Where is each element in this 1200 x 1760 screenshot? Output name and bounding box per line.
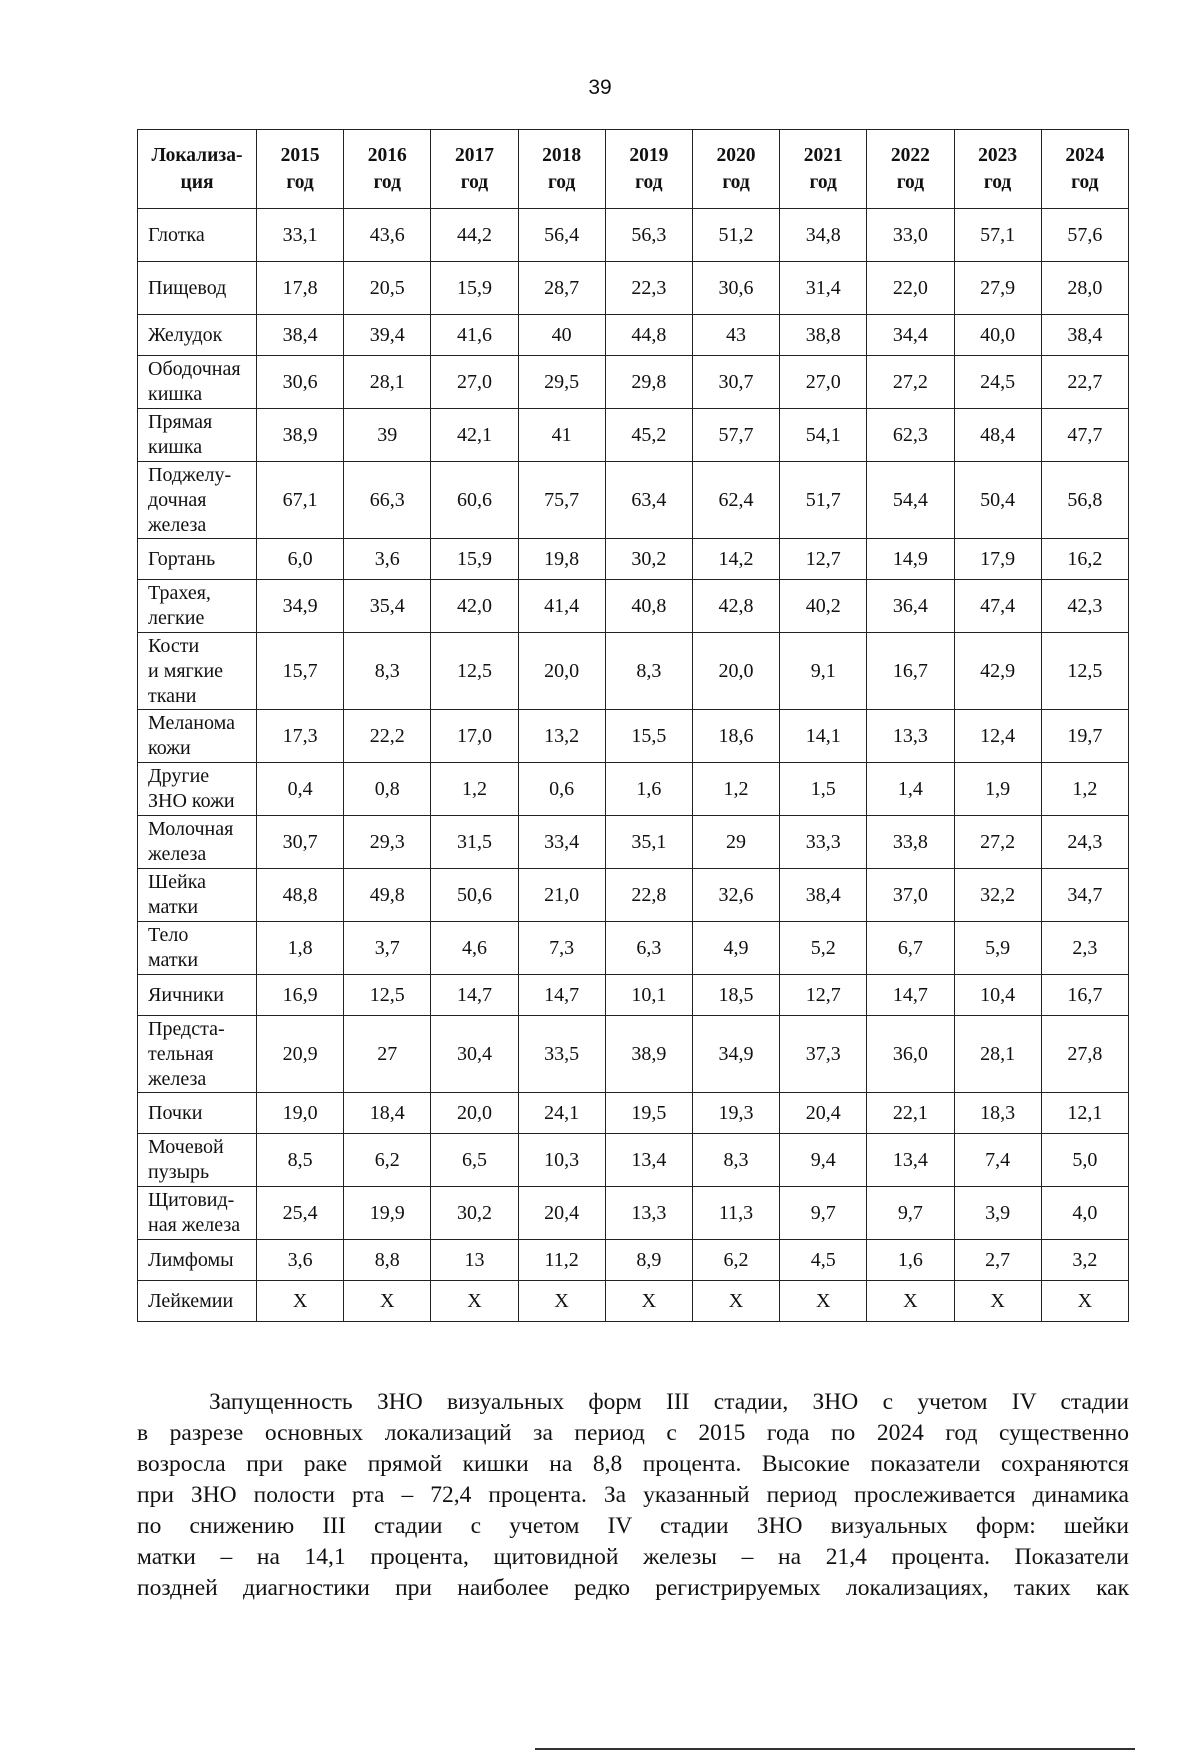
table-cell: Х — [692, 1281, 779, 1322]
table-row — [138, 580, 1129, 633]
table-cell: 22,8 — [605, 869, 692, 922]
table-cell: 7,4 — [954, 1134, 1041, 1187]
table-cell: 24,1 — [518, 1093, 605, 1134]
row-location: Мочевой пузырь — [138, 1134, 257, 1187]
table-cell: 40,8 — [605, 580, 692, 633]
table-cell: 27 — [344, 1016, 431, 1093]
table-cell: 24,5 — [954, 356, 1041, 409]
table-cell: 66,3 — [344, 462, 431, 539]
paragraph-line: в разрезе основных локализаций за период с 2015 года по 2024 год существенно — [137, 1420, 1129, 1446]
table-cell: 31,4 — [780, 262, 867, 315]
table-cell: 9,4 — [780, 1134, 867, 1187]
table-cell: 33,0 — [867, 209, 954, 262]
table-cell: 13,3 — [867, 710, 954, 763]
table-cell: 39 — [344, 409, 431, 462]
table-row — [138, 356, 1129, 409]
row-location: Лейкемии — [138, 1281, 257, 1322]
table-cell: 29 — [692, 816, 779, 869]
table-cell: 34,9 — [257, 580, 344, 633]
table-cell: 30,4 — [431, 1016, 518, 1093]
table-cell: Х — [1041, 1281, 1128, 1322]
header-year: 2023 год — [954, 130, 1041, 209]
table-cell: 20,0 — [692, 633, 779, 710]
table-cell: 12,5 — [1041, 633, 1128, 710]
table-cell: Х — [431, 1281, 518, 1322]
table-cell: 42,9 — [954, 633, 1041, 710]
table-cell: 12,5 — [431, 633, 518, 710]
table-row — [138, 315, 1129, 356]
table-cell: 45,2 — [605, 409, 692, 462]
table-cell: 20,0 — [518, 633, 605, 710]
table-cell: 37,3 — [780, 1016, 867, 1093]
row-location: Тело матки — [138, 922, 257, 975]
table-cell: 56,4 — [518, 209, 605, 262]
row-location: Гортань — [138, 539, 257, 580]
table-row — [138, 1093, 1129, 1134]
table-cell: 1,9 — [954, 763, 1041, 816]
row-location: Меланома кожи — [138, 710, 257, 763]
table-cell: 62,3 — [867, 409, 954, 462]
table-cell: 39,4 — [344, 315, 431, 356]
table-cell: 1,2 — [692, 763, 779, 816]
table-cell: 8,3 — [692, 1134, 779, 1187]
table-cell: 17,3 — [257, 710, 344, 763]
table-cell: 14,7 — [518, 975, 605, 1016]
table-cell: 2,7 — [954, 1240, 1041, 1281]
paragraph-line: поздней диагностики при наиболее редко регистрируемых локализациях, таких как — [137, 1575, 1129, 1601]
table-cell: 27,2 — [954, 816, 1041, 869]
table-cell: 47,4 — [954, 580, 1041, 633]
table-cell: 28,0 — [1041, 262, 1128, 315]
table-cell: 8,8 — [344, 1240, 431, 1281]
table-cell: 1,6 — [605, 763, 692, 816]
table-cell: 44,8 — [605, 315, 692, 356]
table-cell: 18,6 — [692, 710, 779, 763]
table-cell: 0,6 — [518, 763, 605, 816]
table-cell: 43,6 — [344, 209, 431, 262]
table-cell: 20,4 — [518, 1187, 605, 1240]
table-cell: 38,9 — [257, 409, 344, 462]
table-cell: 10,1 — [605, 975, 692, 1016]
table-cell: 19,7 — [1041, 710, 1128, 763]
table-cell: 38,4 — [780, 869, 867, 922]
table-cell: 36,0 — [867, 1016, 954, 1093]
table-cell: 31,5 — [431, 816, 518, 869]
table-cell: Х — [344, 1281, 431, 1322]
table-cell: 8,3 — [344, 633, 431, 710]
row-location: Шейка матки — [138, 869, 257, 922]
table-cell: 15,7 — [257, 633, 344, 710]
table-cell: 15,9 — [431, 539, 518, 580]
header-year: 2020 год — [692, 130, 779, 209]
table-cell: 27,2 — [867, 356, 954, 409]
table-cell: 40,2 — [780, 580, 867, 633]
row-location: Кости и мягкие ткани — [138, 633, 257, 710]
table-cell: 8,3 — [605, 633, 692, 710]
table-cell: 14,2 — [692, 539, 779, 580]
table-cell: 22,7 — [1041, 356, 1128, 409]
table-row — [138, 922, 1129, 975]
paragraph-line: матки – на 14,1 процента, щитовидной железы – на 21,4 процента. Показатели — [137, 1544, 1129, 1570]
table-cell: 29,3 — [344, 816, 431, 869]
table-row — [138, 975, 1129, 1016]
row-location: Яичники — [138, 975, 257, 1016]
table-cell: 13 — [431, 1240, 518, 1281]
table-cell: 3,6 — [344, 539, 431, 580]
table-cell: 7,3 — [518, 922, 605, 975]
row-location: Прямая кишка — [138, 409, 257, 462]
table-cell: 15,9 — [431, 262, 518, 315]
row-location: Лимфомы — [138, 1240, 257, 1281]
table-cell: 33,3 — [780, 816, 867, 869]
table-cell: 57,1 — [954, 209, 1041, 262]
table-cell: 20,0 — [431, 1093, 518, 1134]
table-cell: 8,5 — [257, 1134, 344, 1187]
table-header-row — [138, 130, 1129, 209]
table-cell: 18,4 — [344, 1093, 431, 1134]
table-cell: 27,8 — [1041, 1016, 1128, 1093]
table-cell: 22,0 — [867, 262, 954, 315]
table-cell: 4,6 — [431, 922, 518, 975]
table-cell: Х — [780, 1281, 867, 1322]
table-cell: 20,4 — [780, 1093, 867, 1134]
table-cell: 20,9 — [257, 1016, 344, 1093]
table-cell: 48,4 — [954, 409, 1041, 462]
table-cell: 12,7 — [780, 539, 867, 580]
header-year: 2017 год — [431, 130, 518, 209]
table-row — [138, 262, 1129, 315]
table-cell: 56,3 — [605, 209, 692, 262]
table-cell: 1,4 — [867, 763, 954, 816]
table-cell: 49,8 — [344, 869, 431, 922]
table-cell: 9,7 — [780, 1187, 867, 1240]
data-table — [137, 129, 1129, 1322]
table-cell: 50,4 — [954, 462, 1041, 539]
table-cell: 19,8 — [518, 539, 605, 580]
table-cell: 12,5 — [344, 975, 431, 1016]
table-cell: 0,8 — [344, 763, 431, 816]
table-cell: 54,4 — [867, 462, 954, 539]
row-location: Щитовид- ная железа — [138, 1187, 257, 1240]
row-location: Трахея, легкие — [138, 580, 257, 633]
table-cell: 1,8 — [257, 922, 344, 975]
table-cell: 12,1 — [1041, 1093, 1128, 1134]
table-cell: 22,1 — [867, 1093, 954, 1134]
table-cell: 4,9 — [692, 922, 779, 975]
table-cell: 2,3 — [1041, 922, 1128, 975]
table-cell: 43 — [692, 315, 779, 356]
table-cell: 30,2 — [431, 1187, 518, 1240]
table-cell: 30,2 — [605, 539, 692, 580]
table-cell: 42,3 — [1041, 580, 1128, 633]
table-cell: 34,8 — [780, 209, 867, 262]
table-cell: 5,9 — [954, 922, 1041, 975]
table-cell: 33,4 — [518, 816, 605, 869]
table-cell: 1,2 — [431, 763, 518, 816]
table-row — [138, 816, 1129, 869]
table-cell: 20,5 — [344, 262, 431, 315]
table-cell: 63,4 — [605, 462, 692, 539]
table-cell: 13,4 — [605, 1134, 692, 1187]
table-cell: 42,8 — [692, 580, 779, 633]
table-row — [138, 209, 1129, 262]
table-cell: 38,4 — [1041, 315, 1128, 356]
table-cell: 3,2 — [1041, 1240, 1128, 1281]
table-cell: 29,5 — [518, 356, 605, 409]
table-cell: 18,3 — [954, 1093, 1041, 1134]
header-year: 2016 год — [344, 130, 431, 209]
header-year: 2022 год — [867, 130, 954, 209]
table-cell: 51,7 — [780, 462, 867, 539]
table-cell: 6,2 — [344, 1134, 431, 1187]
table-cell: 4,5 — [780, 1240, 867, 1281]
table-cell: 17,9 — [954, 539, 1041, 580]
table-row — [138, 539, 1129, 580]
table-cell: 8,9 — [605, 1240, 692, 1281]
table-cell: 44,2 — [431, 209, 518, 262]
table-cell: 14,9 — [867, 539, 954, 580]
table-cell: 12,7 — [780, 975, 867, 1016]
table-cell: Х — [518, 1281, 605, 1322]
table-cell: 25,4 — [257, 1187, 344, 1240]
table-cell: 36,4 — [867, 580, 954, 633]
table-cell: 13,4 — [867, 1134, 954, 1187]
table-row — [138, 409, 1129, 462]
table-cell: Х — [605, 1281, 692, 1322]
paragraph-line: возросла при раке прямой кишки на 8,8 процента. Высокие показатели сохраняются — [137, 1451, 1129, 1477]
table-cell: 1,6 — [867, 1240, 954, 1281]
table-cell: 40,0 — [954, 315, 1041, 356]
table-cell: 42,1 — [431, 409, 518, 462]
table-body — [138, 209, 1129, 1322]
table-cell: 38,8 — [780, 315, 867, 356]
table-cell: 27,0 — [431, 356, 518, 409]
footer-rule — [535, 1748, 1135, 1750]
table-cell: 13,2 — [518, 710, 605, 763]
table-cell: 14,7 — [867, 975, 954, 1016]
table-cell: 10,4 — [954, 975, 1041, 1016]
table-row — [138, 1240, 1129, 1281]
table-cell: 56,8 — [1041, 462, 1128, 539]
table-cell: 3,9 — [954, 1187, 1041, 1240]
table-cell: 5,0 — [1041, 1134, 1128, 1187]
row-location: Поджелу- дочная железа — [138, 462, 257, 539]
table-cell: 1,5 — [780, 763, 867, 816]
table-cell: 35,4 — [344, 580, 431, 633]
table-cell: 0,4 — [257, 763, 344, 816]
table-cell: 41 — [518, 409, 605, 462]
row-location: Глотка — [138, 209, 257, 262]
table-cell: 5,2 — [780, 922, 867, 975]
table-cell: 30,6 — [257, 356, 344, 409]
table-row — [138, 763, 1129, 816]
body-paragraph — [137, 1387, 1129, 1604]
table-cell: 13,3 — [605, 1187, 692, 1240]
table-cell: 15,5 — [605, 710, 692, 763]
table-cell: 19,5 — [605, 1093, 692, 1134]
table-cell: 6,0 — [257, 539, 344, 580]
table-cell: 48,8 — [257, 869, 344, 922]
table-cell: 12,4 — [954, 710, 1041, 763]
table-cell: 3,6 — [257, 1240, 344, 1281]
table-cell: 19,0 — [257, 1093, 344, 1134]
table-cell: 57,6 — [1041, 209, 1128, 262]
table-cell: 16,7 — [867, 633, 954, 710]
paragraph-line: Запущенность ЗНО визуальных форм III стадии, ЗНО с учетом IV стадии — [209, 1389, 1129, 1415]
table-cell: 16,7 — [1041, 975, 1128, 1016]
table-cell: 33,8 — [867, 816, 954, 869]
header-location: Локализа- ция — [138, 130, 257, 209]
table-cell: 32,6 — [692, 869, 779, 922]
table-cell: 4,0 — [1041, 1187, 1128, 1240]
table-cell: 33,1 — [257, 209, 344, 262]
table-cell: 62,4 — [692, 462, 779, 539]
table-cell: 3,7 — [344, 922, 431, 975]
row-location: Желудок — [138, 315, 257, 356]
table-row — [138, 710, 1129, 763]
table-cell: 41,6 — [431, 315, 518, 356]
table-cell: 28,1 — [954, 1016, 1041, 1093]
table-row — [138, 1187, 1129, 1240]
table-cell: 60,6 — [431, 462, 518, 539]
table-row — [138, 869, 1129, 922]
row-location: Пищевод — [138, 262, 257, 315]
header-year: 2018 год — [518, 130, 605, 209]
data-table-container — [137, 129, 1129, 1322]
row-location: Молочная железа — [138, 816, 257, 869]
table-cell: 38,4 — [257, 315, 344, 356]
header-year: 2024 год — [1041, 130, 1128, 209]
row-location: Предста- тельная железа — [138, 1016, 257, 1093]
table-cell: 9,7 — [867, 1187, 954, 1240]
table-cell: 19,9 — [344, 1187, 431, 1240]
table-cell: 9,1 — [780, 633, 867, 710]
row-location: Ободочная кишка — [138, 356, 257, 409]
table-cell: Х — [867, 1281, 954, 1322]
table-cell: 37,0 — [867, 869, 954, 922]
page-number: 39 — [588, 76, 612, 99]
row-location: Почки — [138, 1093, 257, 1134]
table-row — [138, 1134, 1129, 1187]
table-cell: 6,3 — [605, 922, 692, 975]
table-cell: 16,2 — [1041, 539, 1128, 580]
table-row — [138, 1281, 1129, 1322]
header-year: 2021 год — [780, 130, 867, 209]
table-cell: 6,7 — [867, 922, 954, 975]
table-cell: 75,7 — [518, 462, 605, 539]
table-cell: 30,7 — [692, 356, 779, 409]
paragraph-line: при ЗНО полости рта – 72,4 процента. За указанный период прослеживается динамика — [137, 1482, 1129, 1508]
table-cell: 42,0 — [431, 580, 518, 633]
table-cell: 30,7 — [257, 816, 344, 869]
paragraph-line: по снижению III стадии с учетом IV стадии ЗНО визуальных форм: шейки — [137, 1513, 1129, 1539]
table-row — [138, 1016, 1129, 1093]
table-cell: 54,1 — [780, 409, 867, 462]
table-cell: 29,8 — [605, 356, 692, 409]
table-cell: 21,0 — [518, 869, 605, 922]
row-location: Другие ЗНО кожи — [138, 763, 257, 816]
table-cell: 10,3 — [518, 1134, 605, 1187]
table-cell: Х — [954, 1281, 1041, 1322]
table-cell: 14,1 — [780, 710, 867, 763]
table-cell: 18,5 — [692, 975, 779, 1016]
table-cell: 35,1 — [605, 816, 692, 869]
table-cell: 28,1 — [344, 356, 431, 409]
table-cell: 34,7 — [1041, 869, 1128, 922]
table-cell: 38,9 — [605, 1016, 692, 1093]
header-year: 2015 год — [257, 130, 344, 209]
table-cell: 40 — [518, 315, 605, 356]
table-row — [138, 462, 1129, 539]
table-cell: 67,1 — [257, 462, 344, 539]
table-cell: 14,7 — [431, 975, 518, 1016]
table-cell: 11,2 — [518, 1240, 605, 1281]
table-cell: 33,5 — [518, 1016, 605, 1093]
table-cell: 28,7 — [518, 262, 605, 315]
table-cell: 17,8 — [257, 262, 344, 315]
table-cell: 27,9 — [954, 262, 1041, 315]
table-cell: 11,3 — [692, 1187, 779, 1240]
table-cell: 6,5 — [431, 1134, 518, 1187]
table-cell: 16,9 — [257, 975, 344, 1016]
table-cell: 57,7 — [692, 409, 779, 462]
table-cell: 50,6 — [431, 869, 518, 922]
table-cell: 27,0 — [780, 356, 867, 409]
table-cell: 47,7 — [1041, 409, 1128, 462]
table-cell: 1,2 — [1041, 763, 1128, 816]
table-cell: 24,3 — [1041, 816, 1128, 869]
table-row — [138, 633, 1129, 710]
table-cell: 41,4 — [518, 580, 605, 633]
table-cell: 30,6 — [692, 262, 779, 315]
table-cell: 6,2 — [692, 1240, 779, 1281]
table-cell: 51,2 — [692, 209, 779, 262]
table-cell: 32,2 — [954, 869, 1041, 922]
table-cell: 34,4 — [867, 315, 954, 356]
table-cell: 22,3 — [605, 262, 692, 315]
table-cell: 17,0 — [431, 710, 518, 763]
header-year: 2019 год — [605, 130, 692, 209]
table-cell: Х — [257, 1281, 344, 1322]
table-cell: 34,9 — [692, 1016, 779, 1093]
table-cell: 22,2 — [344, 710, 431, 763]
table-cell: 19,3 — [692, 1093, 779, 1134]
